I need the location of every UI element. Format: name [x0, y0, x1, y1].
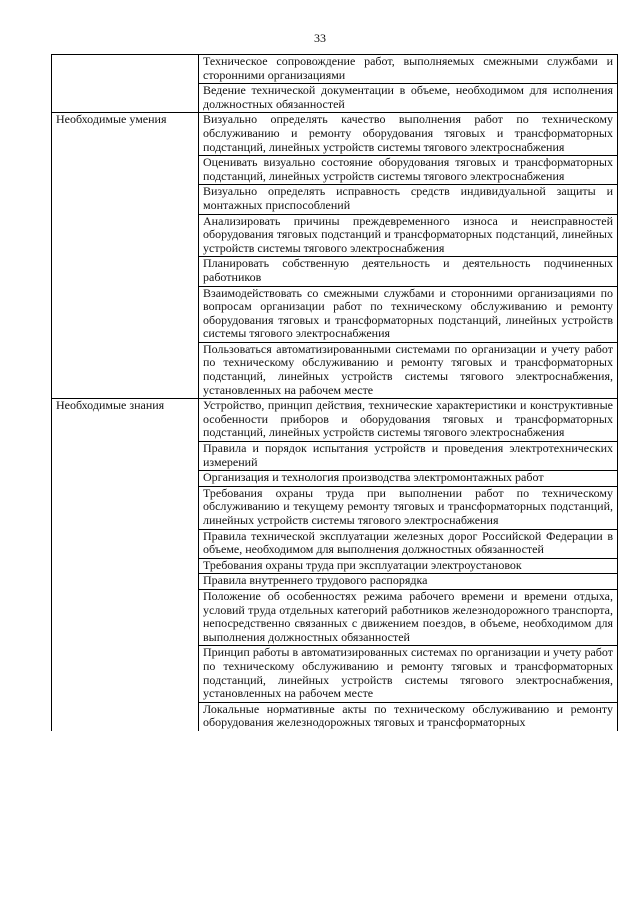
knowledge-item: Устройство, принцип действия, технические характеристики и конструктивные особенности приборов и оборудования тяговых и трансформаторных подстанций, линейных устройств системы тягового электроснабжения	[199, 399, 618, 442]
continuation-item: Ведение технической документации в объеме, необходимом для исполнения должностных обязанностей	[199, 84, 618, 113]
table-row	[52, 113, 618, 156]
skill-item: Пользоваться автоматизированными системами по организации и учету работ по техническому обслуживанию и ремонту тяговых и трансформаторных подстанций, линейных устройств системы тягового электроснабжения, установленных на рабочем месте	[199, 342, 618, 398]
knowledge-item: Требования охраны труда при выполнении работ по техническому обслуживанию и текущему ремонту тяговых и трансформаторных подстанций, линейных устройств системы тягового электроснабжения	[199, 486, 618, 529]
skill-item: Оценивать визуально состояние оборудования тяговых и трансформаторных подстанций, линейных устройств системы тягового электроснабжения	[199, 156, 618, 185]
continuation-item: Техническое сопровождение работ, выполняемых смежными службами и сторонними организациями	[199, 55, 618, 84]
knowledge-label: Необходимые знания	[52, 399, 199, 731]
knowledge-item: Правила и порядок испытания устройств и проведения электротехнических измерений	[199, 442, 618, 471]
skill-item: Взаимодействовать со смежными службами и сторонними организациями по вопросам организации работ по техническому обслуживанию и ремонту оборудования тяговых и трансформаторных подстанций, линейных устройств системы тягового электроснабжения	[199, 286, 618, 342]
knowledge-item: Организация и технология производства электромонтажных работ	[199, 471, 618, 487]
knowledge-item: Правила внутреннего трудового распорядка	[199, 574, 618, 590]
skill-item: Анализировать причины преждевременного износа и неисправностей оборудования тяговых подстанций и трансформаторных подстанций, линейных устройств системы тягового электроснабжения	[199, 214, 618, 257]
empty-label-cell	[52, 55, 199, 113]
knowledge-item: Правила технической эксплуатации железных дорог Российской Федерации в объеме, необходимом для выполнения должностных обязанностей	[199, 529, 618, 558]
requirements-table	[51, 54, 618, 731]
skills-label: Необходимые умения	[52, 113, 199, 399]
knowledge-item-text: Локальные нормативные акты по техническому обслуживанию и ремонту оборудования железнодорожных тяговых и трансформаторных	[203, 702, 613, 730]
skill-item: Визуально определять исправность средств индивидуальной защиты и монтажных приспособлений	[199, 185, 618, 214]
skill-item: Планировать собственную деятельность и деятельность подчиненных работников	[199, 257, 618, 286]
table-row	[52, 55, 618, 84]
skill-item: Визуально определять качество выполнения работ по техническому обслуживанию и ремонту оборудования тяговых и трансформаторных подстанций, линейных устройств системы тягового электроснабжения	[199, 113, 618, 156]
knowledge-item	[199, 702, 618, 731]
knowledge-item: Положение об особенностях режима рабочего времени и времени отдыха, условий труда отдельных категорий работников железнодорожного транспорта, непосредственно связанных с движением поездов, в объеме, необходимом для выполнения должностных обязанностей	[199, 589, 618, 645]
knowledge-item: Принцип работы в автоматизированных системах по организации и учету работ по техническому обслуживанию и ремонту тяговых и трансформаторных подстанций, линейных устройств системы тягового электроснабжения, установленных на рабочем месте	[199, 646, 618, 702]
table-row	[52, 399, 618, 442]
page-number: 33	[314, 31, 326, 45]
knowledge-item: Требования охраны труда при эксплуатации электроустановок	[199, 558, 618, 574]
